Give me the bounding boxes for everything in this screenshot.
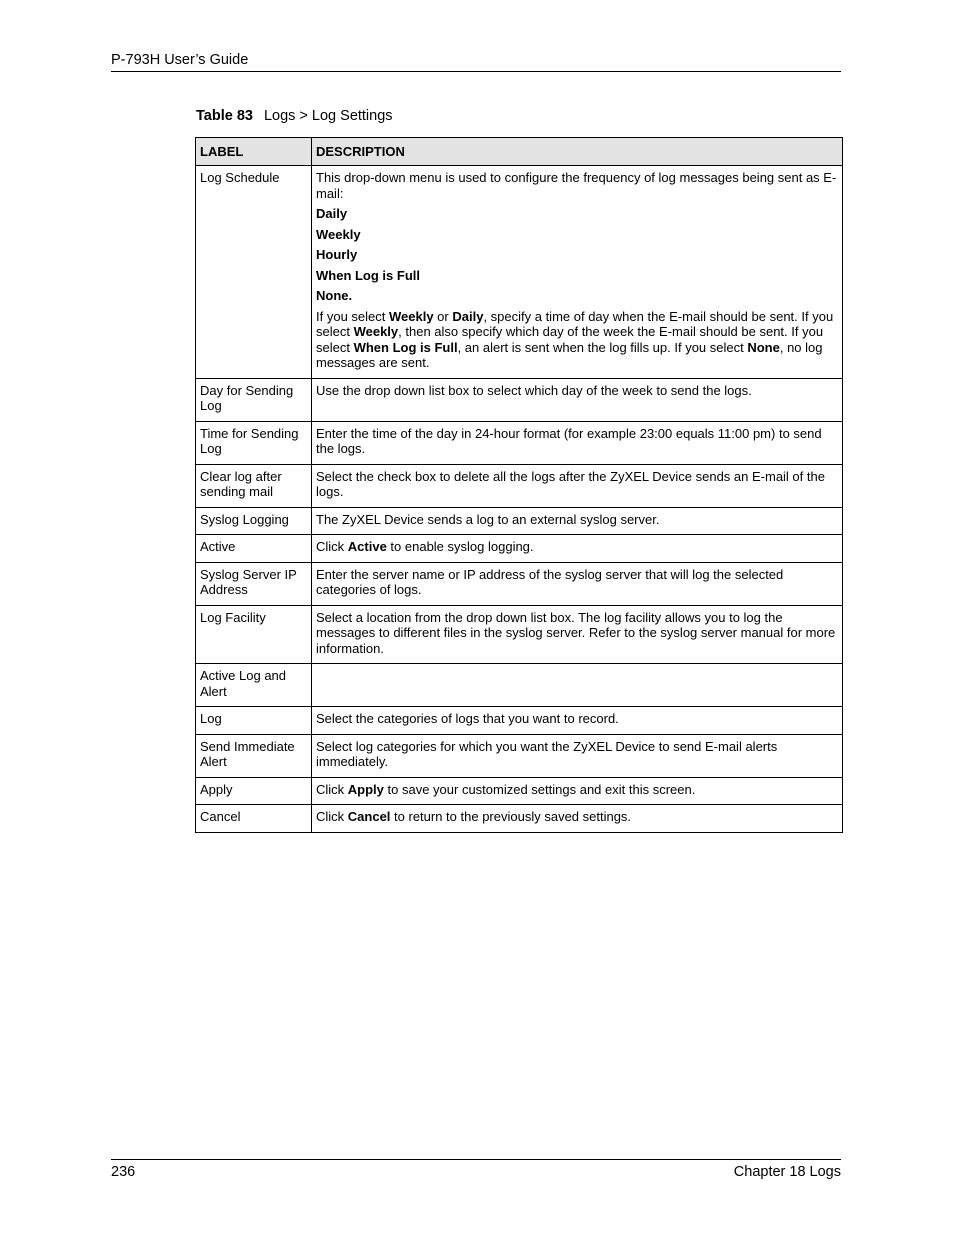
table-row	[196, 507, 843, 535]
bold-term: Active	[347, 539, 387, 554]
bold-term: When Log is Full	[353, 339, 458, 355]
row-description	[312, 777, 843, 805]
table-row	[196, 734, 843, 777]
table-row	[196, 805, 843, 833]
log-schedule-intro: This drop-down menu is used to configure the frequency of log messages being sent as E-mail:	[316, 170, 837, 201]
text: or	[433, 308, 453, 324]
row-label: Active	[196, 535, 312, 563]
log-schedule-explanation	[316, 309, 838, 371]
row-description: Use the drop down list box to select which day of the week to send the logs.	[312, 378, 843, 421]
table-number: Table 83	[196, 108, 253, 124]
row-description: Select the check box to delete all the logs after the ZyXEL Device sends an E-mail of the logs.	[312, 464, 843, 507]
table-row	[196, 535, 843, 563]
row-description	[312, 166, 843, 379]
option-hourly: Hourly	[316, 247, 358, 262]
option-daily: Daily	[316, 206, 348, 221]
bold-term: Weekly	[388, 308, 434, 324]
bold-term: Apply	[347, 781, 384, 797]
row-description: Select a location from the drop down list box. The log facility allows you to log the messages to different files in the syslog server. Refer to the syslog server manual for more information.	[312, 605, 843, 664]
row-description	[312, 805, 843, 833]
running-header	[111, 51, 841, 72]
row-description	[312, 664, 843, 707]
row-description: Enter the server name or IP address of the syslog server that will log the selected categories of logs.	[312, 562, 843, 605]
description-column-header: DESCRIPTION	[312, 138, 843, 166]
table-row	[196, 378, 843, 421]
row-description: Enter the time of the day in 24-hour format (for example 23:00 equals 11:00 pm) to send the logs.	[312, 421, 843, 464]
row-label: Apply	[196, 777, 312, 805]
table-row	[196, 166, 843, 379]
row-description: The ZyXEL Device sends a log to an external syslog server.	[312, 507, 843, 535]
table-row	[196, 707, 843, 735]
row-label: Syslog Logging	[196, 507, 312, 535]
option-when-log-is-full: When Log is Full	[316, 267, 420, 283]
text: to enable syslog logging.	[386, 539, 534, 554]
row-description: Select the categories of logs that you want to record.	[312, 707, 843, 735]
bold-term: Weekly	[353, 324, 399, 339]
text: Click	[316, 809, 348, 824]
log-settings-table	[195, 137, 843, 833]
row-label: Day for Sending Log	[196, 378, 312, 421]
bold-term: Daily	[452, 308, 484, 324]
text: to save your customized settings and exit this screen.	[383, 781, 696, 797]
option-none: None.	[316, 288, 353, 303]
text: to return to the previously saved settings.	[390, 809, 632, 824]
option-weekly: Weekly	[316, 226, 361, 242]
label-column-header: LABEL	[196, 138, 312, 166]
row-label: Cancel	[196, 805, 312, 833]
table-row	[196, 777, 843, 805]
table-row	[196, 562, 843, 605]
bold-term: Cancel	[347, 809, 391, 824]
table-header-row	[196, 138, 843, 166]
row-label: Syslog Server IP Address	[196, 562, 312, 605]
running-footer	[111, 1159, 841, 1181]
row-label: Send Immediate Alert	[196, 734, 312, 777]
page-number: 236	[111, 1164, 136, 1180]
text: , an alert is sent when the log fills up. If you select	[457, 339, 748, 355]
text: If you select	[316, 308, 389, 324]
row-label: Active Log and Alert	[196, 664, 312, 707]
chapter-title: Chapter 18 Logs	[733, 1164, 841, 1180]
text: Click	[316, 539, 348, 554]
row-label: Log	[196, 707, 312, 735]
table-row	[196, 605, 843, 664]
table-row	[196, 664, 843, 707]
table-row	[196, 464, 843, 507]
row-label: Clear log after sending mail	[196, 464, 312, 507]
table-title: Logs > Log Settings	[263, 108, 393, 124]
text: Click	[316, 781, 348, 797]
table-caption	[196, 107, 393, 125]
text: , no log messages are sent.	[316, 339, 823, 370]
row-description: Select log categories for which you want the ZyXEL Device to send E-mail alerts immediately.	[312, 734, 843, 777]
text: , specify a time of day when the E-mail should be sent. If you select	[316, 308, 834, 339]
guide-title: P-793H User’s Guide	[111, 52, 249, 68]
table-row	[196, 421, 843, 464]
row-description	[312, 535, 843, 563]
bold-term: None	[747, 339, 780, 355]
text: , then also specify which day of the week the E-mail should be sent. If you select	[316, 324, 824, 355]
row-label: Time for Sending Log	[196, 421, 312, 464]
row-label: Log Schedule	[196, 166, 312, 379]
row-label: Log Facility	[196, 605, 312, 664]
